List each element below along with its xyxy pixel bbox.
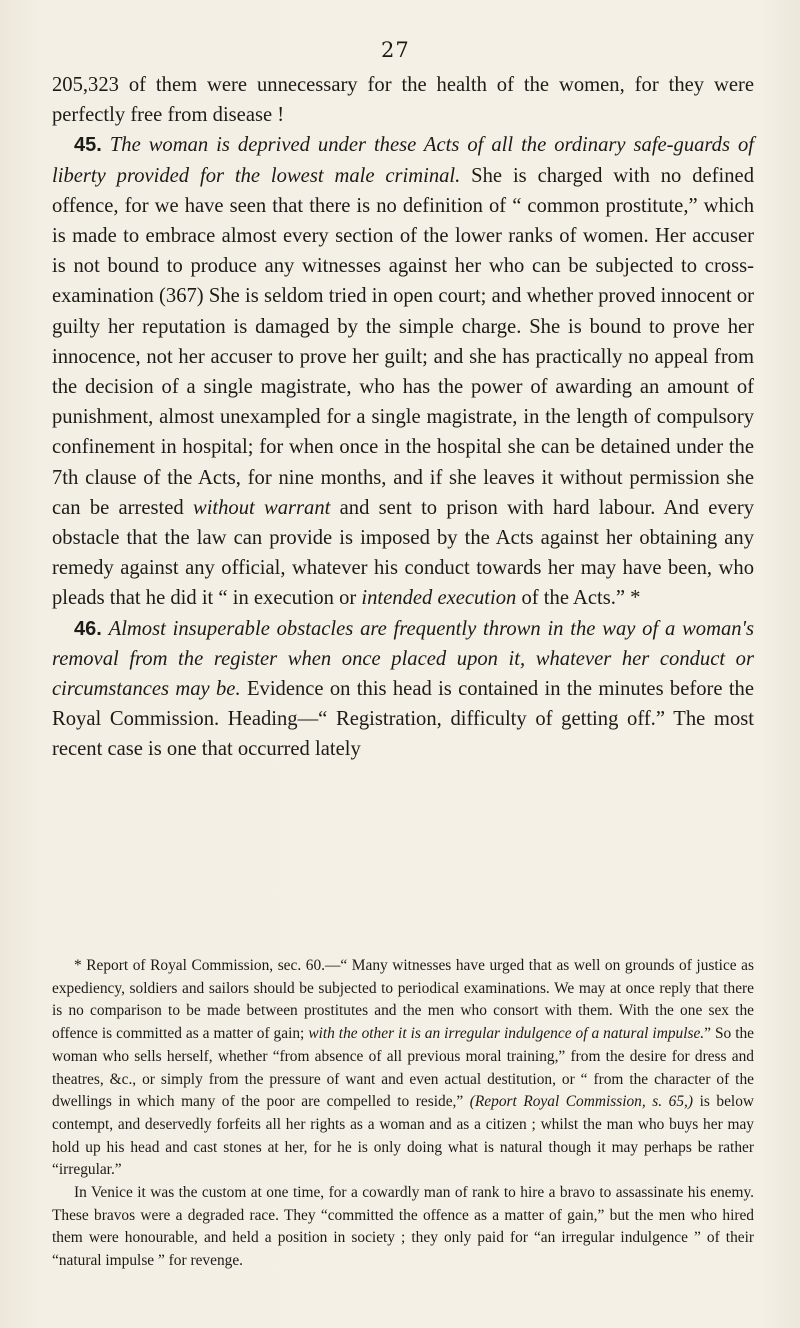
emphasis: (Report Royal Commission, s. 65,): [469, 1093, 694, 1111]
page-number: 27: [381, 38, 410, 62]
footnote-text: ” So the woman who sells herself, whether “from absence of all previous moral training,” from the desire for dress and theatres, &c., or simply from the pressure of want and even actual destitution, or “ from the character of the dwellings in which many of the poor are compelled to reside,”: [52, 1025, 754, 1111]
main-text: [52, 70, 754, 765]
section-45: [52, 130, 754, 613]
footnote-1: [52, 955, 754, 1182]
section-46: [52, 614, 754, 765]
section-number: 45.: [74, 134, 102, 157]
section-text: Evidence on this head is contained in the minutes before the Royal Commission. Heading—“ Registration, difficulty of getting off.” The most recent case is one that occurred lately: [52, 678, 754, 761]
section-heading: Almost insuperable obstacles are frequently thrown in the way of a woman's removal from the register when once placed upon it, whatever her conduct or circumstances may be.: [52, 617, 754, 701]
section-text: She is charged with no defined offence, for we have seen that there is no definition of “ common prostitute,” which is made to embrace almost every section of the lower ranks of women. Her accuser is not bound to produce any witnesses against her who can be subjected to cross-examination (367) She is seldom tried in open court; and whether proved innocent or guilty her reputation is damaged by the simple charge. She is bound to prove her innocence, not her accuser to prove her guilt; and she has practically no appeal from the decision of a single magistrate, who has the power of awarding an amount of punishment, almost unexampled for a single magistrate, in the length of compulsory confinement in hospital; for when once in the hospital she can be detained under the 7th clause of the Acts, for nine months, and if she leaves it without permission she can be arrested: [52, 164, 754, 519]
section-number: 46.: [74, 617, 102, 640]
footnotes: [52, 955, 754, 1273]
emphasis: with the other it is an irregular indulgence of a natural impulse.: [308, 1025, 705, 1043]
section-text: and sent to prison with hard labour. And every obstacle that the law can provide is imposed by the Acts against her obtaining any remedy against any official, whatever his conduct towards her may have been, who pleads that he did it “ in execution or: [52, 496, 754, 610]
section-text: of the Acts.” *: [516, 587, 641, 610]
footnote-text: * Report of Royal Commission, sec. 60.—“ Many witnesses have urged that as well on grounds of justice as expediency, soldiers and sailors should be subjected to periodical examinations. We may at once reply that there is no comparison to be made between prostitutes and the men who consort with them. With the one sex the offence is committed as a matter of gain;: [52, 957, 754, 1043]
section-heading: The woman is deprived under these Acts of all the ordinary safe-guards of liberty provided for the lowest male criminal.: [52, 134, 754, 187]
footnote-2: In Venice it was the custom at one time, for a cowardly man of rank to hire a bravo to assassinate his enemy. These bravos were a degraded race. They “committed the offence as a matter of gain,” but the men who hired them were honourable, and held a position in society ; they only paid for “an irregular indulgence ” of their “natural impulse ” for revenge.: [52, 1184, 754, 1270]
footnote-text: is below contempt, and deservedly forfeits all her rights as a woman and as a citizen ; whilst the man who buys her may hold up his head and cast stones at her, for he is only doing what is natural though it may perhaps be rather “irregular.”: [52, 1093, 755, 1179]
paragraph-continuation: 205,323 of them were unnecessary for the health of the women, for they were perfectly free from disease !: [52, 74, 754, 127]
emphasis: without warrant: [192, 496, 331, 519]
emphasis: intended execution: [361, 587, 517, 610]
